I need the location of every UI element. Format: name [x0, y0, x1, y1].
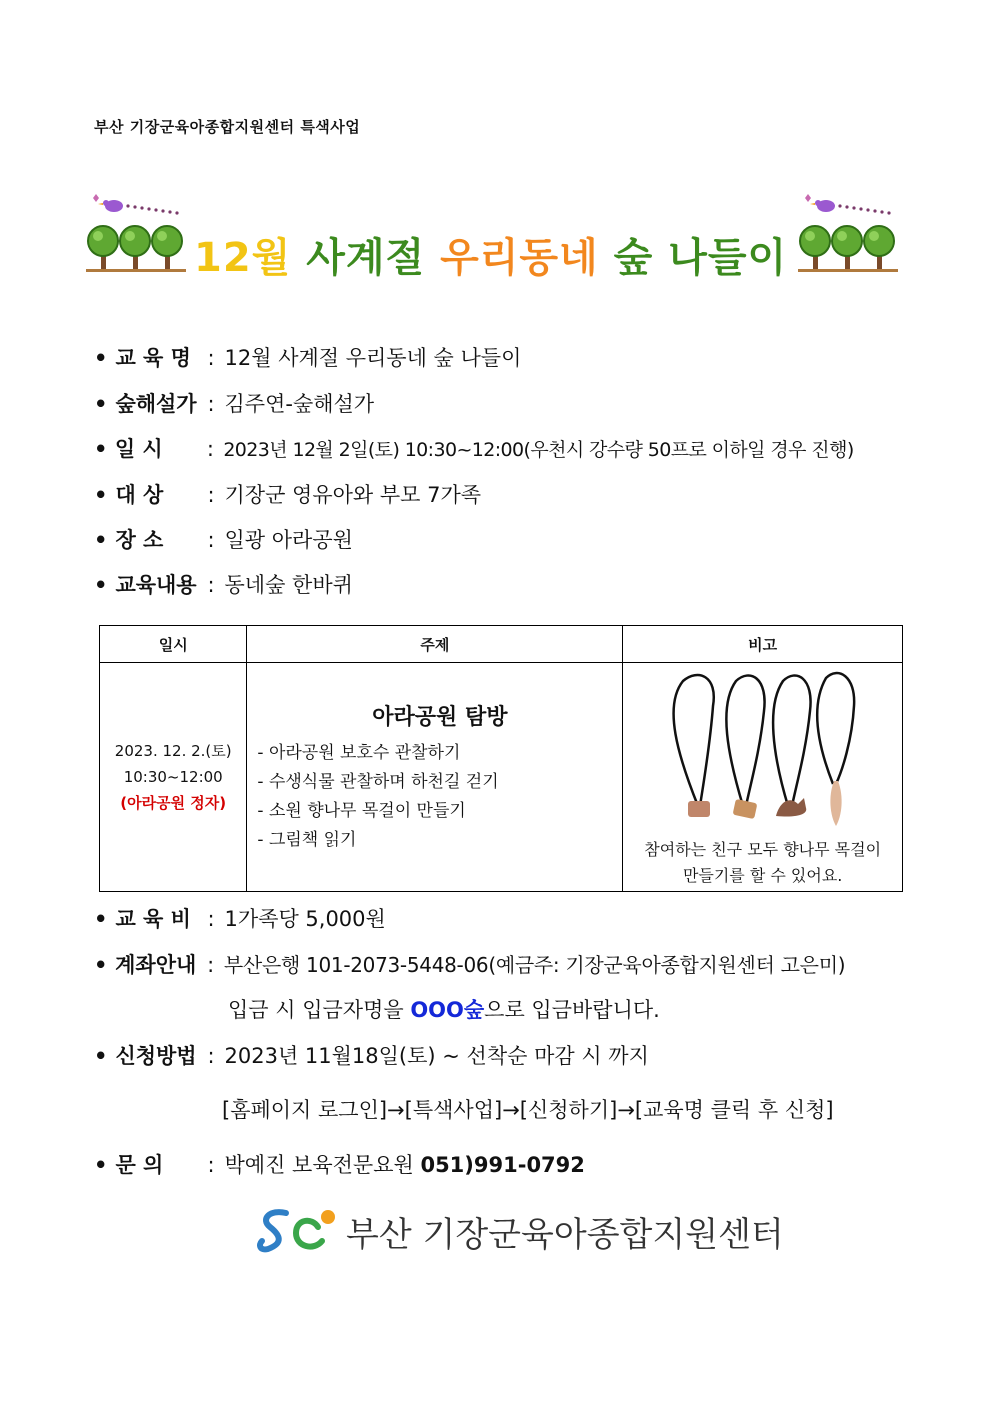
field-account: • 계좌안내 : 부산은행 101-2073-5448-06(예금주: 기장군육아종합지원센터 고은미) — [94, 953, 846, 977]
apply-steps: [홈페이지 로그인]→[특색사업]→[신청하기]→[교육명 클릭 후 신청] — [222, 1098, 834, 1122]
trees-right-icon — [796, 186, 906, 276]
cell-date — [100, 663, 247, 892]
center-logo-icon — [256, 1205, 340, 1253]
deposit-instruction: 입금 시 입금자명을 OOO숲으로 입금바랍니다. — [228, 998, 660, 1022]
field-target: • 대 상 : 기장군 영유아와 부모 7가족 — [94, 483, 482, 507]
topic-title: 아라공원 탐방 — [372, 704, 508, 730]
field-place: • 장 소 : 일광 아라공원 — [94, 528, 353, 552]
title-month: 12월 — [194, 235, 292, 281]
trees-left-icon — [84, 186, 194, 276]
necklace-photo-icon — [658, 666, 868, 831]
header-topic: 주제 — [247, 626, 623, 663]
title-outing: 나들이 — [668, 235, 788, 281]
list-item: - 소원 향나무 목걸이 만들기 — [257, 800, 466, 821]
schedule-table — [99, 625, 903, 892]
header-org: 부산 기장군육아종합지원센터 특색사업 — [94, 118, 361, 136]
contact-phone: 051)991-0792 — [420, 1153, 585, 1177]
title-forest: 숲 — [613, 235, 654, 281]
cell-topic — [247, 663, 623, 892]
field-contact: • 문 의 : 박예진 보육전문요원 051)991-0792 — [94, 1153, 585, 1177]
table-header-row — [100, 626, 903, 663]
title-neighborhood: 우리동네 — [440, 235, 599, 281]
title-banner — [84, 186, 904, 281]
field-guide: • 숲해설가 : 김주연-숲해설가 — [94, 392, 375, 416]
date-line: 2023. 12. 2.(토) — [114, 742, 232, 760]
list-item: - 수생식물 관찰하며 하천길 걷기 — [257, 771, 499, 792]
field-datetime: • 일 시 : 2023년 12월 2일(토) 10:30~12:00(우천시 강수량 50프로 이하일 경우 진행) — [94, 437, 854, 461]
time-line: 10:30~12:00 — [123, 768, 223, 786]
depositor-name-highlight: OOO숲 — [410, 998, 485, 1022]
field-content: • 교육내용 : 동네숲 한바퀴 — [94, 573, 353, 597]
list-item: - 그림책 읽기 — [257, 829, 357, 850]
note-line: 만들기를 할 수 있어요. — [682, 865, 843, 885]
header-note: 비고 — [623, 626, 903, 663]
table-row — [100, 663, 903, 892]
title-season: 사계절 — [306, 235, 426, 281]
header-date: 일시 — [100, 626, 247, 663]
page-title — [194, 226, 787, 283]
meeting-point: (아라공원 정자) — [120, 794, 227, 812]
footer-org-name: 부산 기장군육아종합지원센터 — [346, 1215, 784, 1255]
field-fee: • 교 육 비 : 1가족당 5,000원 — [94, 907, 386, 931]
footer-logo — [256, 1205, 784, 1255]
field-course-name: • 교 육 명 : 12월 사계절 우리동네 숲 나들이 — [94, 346, 522, 370]
list-item: - 아라공원 보호수 관찰하기 — [257, 742, 461, 763]
field-apply: • 신청방법 : 2023년 11월18일(토) ~ 선착순 마감 시 까지 — [94, 1044, 649, 1068]
note-line: 참여하는 친구 모두 향나무 목걸이 — [644, 839, 882, 859]
cell-note — [623, 663, 903, 892]
